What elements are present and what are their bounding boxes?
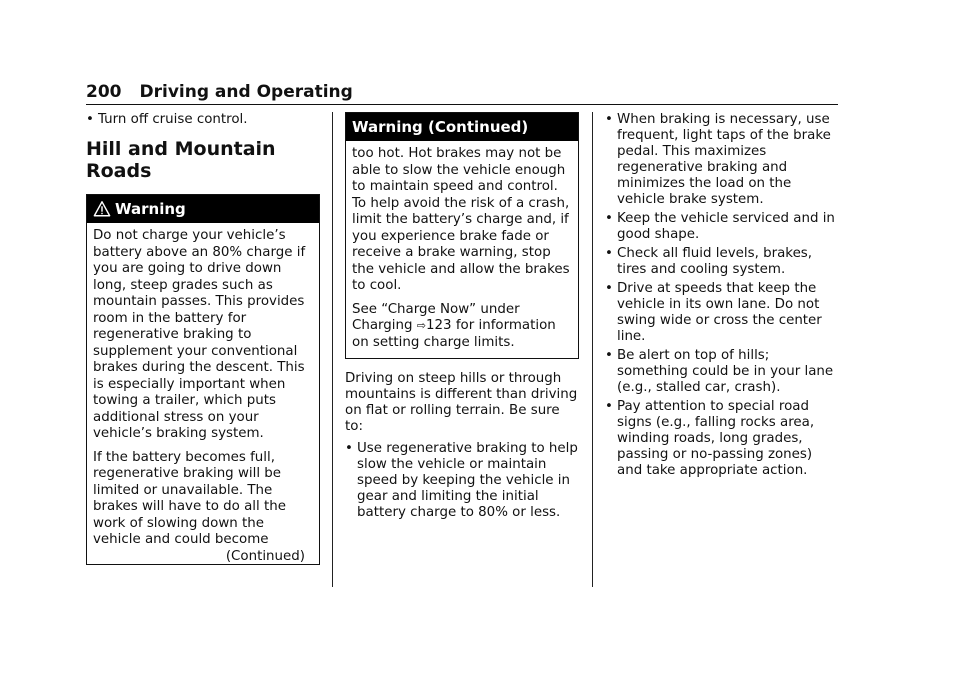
- list-item: • Drive at speeds that keep the vehicle in its own lane. Do not swing wide or cross the center line.: [605, 281, 822, 344]
- warning-box-continued: [345, 112, 579, 359]
- warning-header: [87, 195, 319, 223]
- bullet-icon: •: [86, 112, 94, 127]
- list-item: • Turn off cruise control.: [86, 112, 248, 127]
- section-title: Hill and Mountain Roads: [86, 138, 276, 182]
- bullet-icon: •: [605, 112, 613, 127]
- list-item: • When braking is necessary, use frequent, light taps of the brake pedal. This maximizes regenerative braking and minimizes the load on the vehicle brake system.: [605, 112, 831, 207]
- list-item: • Use regenerative braking to help slow the vehicle or maintain speed by keeping the vehicle in gear and limiting the initial battery charge to 80% or less.: [345, 441, 578, 520]
- warning-title: Warning (Continued): [352, 118, 529, 136]
- list-item: • Pay attention to special road signs (e.g., falling rocks area, winding roads, long grades, passing or no-passing zones) and take appropriate action.: [605, 399, 815, 478]
- warning-body: Do not charge your vehicle’s battery above an 80% charge if you are going to drive down long, steep grades such as mountain passes. This provides room in the battery for regenerative braking to supplement your conventional brakes during the descent. This is especially important when towing a trailer, which puts additional stress on your vehicle’s braking system. If the battery becomes full, regenerative braking will be limited or unavailable. The brakes will have to do all the work of slowing down the vehicle and could become (Continued): [87, 223, 319, 564]
- list-item: • Check all fluid levels, brakes, tires and cooling system.: [605, 246, 813, 277]
- bullet-icon: •: [605, 246, 613, 261]
- page-number: 200: [86, 82, 122, 102]
- warning-body: too hot. Hot brakes may not be able to slow the vehicle enough to maintain speed and control. To help avoid the risk of a crash, limit the battery’s charge and, if you experience brake fade or receive a brake warning, stop the vehicle and allow the brakes to cool. See “Charge Now” under Charging ⇨123 for information on setting charge limits.: [346, 141, 578, 351]
- column-3: [605, 112, 841, 482]
- paragraph: Driving on steep hills or through mountains is different than driving on flat or rolling terrain. Be sure to:: [345, 371, 578, 434]
- bullet-icon: •: [605, 348, 613, 363]
- list-item: • Be alert on top of hills; something could be in your lane (e.g., stalled car, crash).: [605, 348, 834, 395]
- warning-header: [346, 113, 578, 141]
- warning-title: Warning: [115, 200, 186, 218]
- bullet-icon: •: [345, 441, 353, 456]
- column-1: [86, 112, 320, 565]
- continued-label: (Continued): [225, 548, 305, 564]
- warning-box: [86, 194, 320, 565]
- page-reference[interactable]: 123: [426, 318, 452, 333]
- page-reference-arrow-icon: ⇨: [416, 319, 426, 332]
- chapter-title: Driving and Operating: [139, 82, 353, 102]
- column-2: [345, 112, 579, 524]
- list-item: • Keep the vehicle serviced and in good shape.: [605, 211, 835, 242]
- warning-triangle-icon: [93, 200, 111, 218]
- bullet-icon: •: [605, 399, 613, 414]
- column-divider: [332, 112, 333, 587]
- bullet-icon: •: [605, 211, 613, 226]
- charge-reference: See “Charge Now” under Charging ⇨123 for information on setting charge limits.: [352, 301, 556, 350]
- column-divider: [592, 112, 593, 587]
- bullet-icon: •: [605, 281, 613, 296]
- page-header: [86, 82, 838, 105]
